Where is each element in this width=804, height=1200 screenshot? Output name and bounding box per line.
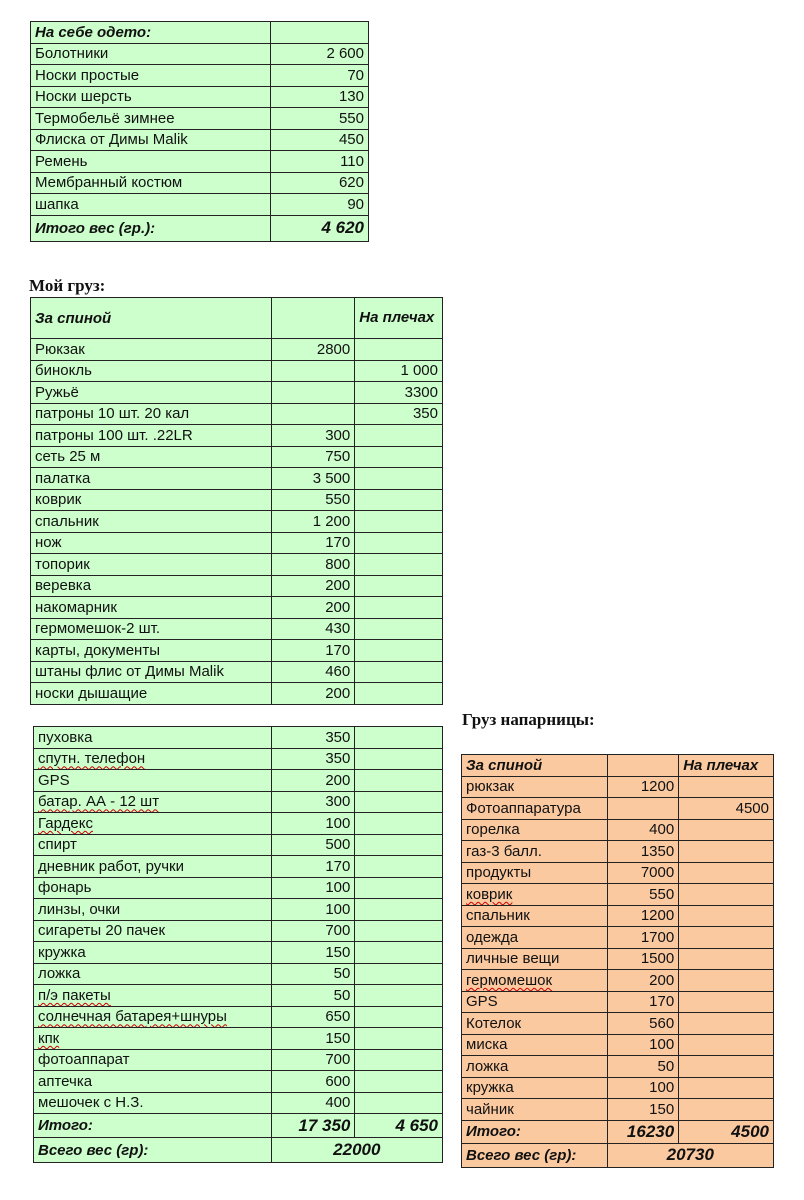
item-shoulders-weight [355, 1028, 443, 1050]
table-row [31, 489, 443, 511]
item-back-weight: 350 [271, 748, 355, 770]
item-shoulders-weight: 3300 [355, 382, 443, 404]
item-value-weight: 450 [271, 129, 369, 151]
item-shoulders-weight [355, 661, 443, 683]
item-name: личные вещи [462, 948, 608, 970]
partner-total-label: Итого: [462, 1120, 608, 1143]
table-row [462, 927, 774, 949]
table-row [34, 813, 443, 835]
total-row [31, 215, 369, 241]
total-row [462, 1120, 774, 1143]
table-row [462, 1099, 774, 1121]
table-row [34, 942, 443, 964]
table-row [31, 382, 443, 404]
item-shoulders-weight [355, 856, 443, 878]
item-shoulders-weight [679, 991, 774, 1013]
partner-load-title: Груз напарницы: [462, 710, 595, 729]
item-back-weight: 170 [271, 532, 355, 554]
item-value-weight: 550 [271, 108, 369, 130]
item-shoulders-weight [355, 727, 443, 749]
item-shoulders-weight [355, 1092, 443, 1114]
item-back-weight: 200 [271, 770, 355, 792]
table-row [31, 43, 369, 65]
item-back-weight: 700 [271, 920, 355, 942]
table-row [34, 1092, 443, 1114]
item-back-weight [271, 382, 355, 404]
item-shoulders-weight [355, 877, 443, 899]
item-name: ложка [34, 963, 272, 985]
my-load-table-part2 [33, 726, 443, 1163]
item-name: коврик [31, 489, 272, 511]
item-shoulders-weight [355, 813, 443, 835]
item-name: аптечка [34, 1071, 272, 1093]
table-row [462, 884, 774, 906]
item-back-weight: 150 [271, 1028, 355, 1050]
item-name: веревка [31, 575, 272, 597]
item-name: спальник [31, 511, 272, 533]
table-row [31, 108, 369, 130]
item-name: сигареты 20 пачек [34, 920, 272, 942]
my-load-table-part1 [30, 297, 443, 705]
item-name: гермомешок [462, 970, 608, 992]
item-shoulders-weight [679, 1099, 774, 1121]
item-back-weight: 50 [271, 985, 355, 1007]
table-row [31, 575, 443, 597]
item-shoulders-weight [355, 791, 443, 813]
worn-total-value: 4 620 [271, 215, 369, 241]
table-row [31, 532, 443, 554]
item-shoulders-weight [355, 920, 443, 942]
partner-grand-value: 20730 [607, 1143, 773, 1167]
table-row [34, 834, 443, 856]
item-shoulders-weight [355, 1049, 443, 1071]
item-name: бинокль [31, 360, 272, 382]
item-back-weight: 200 [271, 683, 355, 705]
table-row [31, 661, 443, 683]
item-back-weight [271, 360, 355, 382]
item-shoulders-weight [679, 884, 774, 906]
item-shoulders-weight [355, 942, 443, 964]
worn-items-table [30, 21, 369, 242]
item-name: фонарь [34, 877, 272, 899]
partner-load-body [462, 755, 774, 1168]
item-name: Фотоаппаратура [462, 798, 608, 820]
item-shoulders-weight [355, 575, 443, 597]
item-name: Носки простые [31, 65, 271, 87]
table-row [31, 65, 369, 87]
item-name: ложка [462, 1056, 608, 1078]
item-name: патроны 100 шт. .22LR [31, 425, 272, 447]
col-back-header: За спиной [462, 755, 608, 777]
item-name: карты, документы [31, 640, 272, 662]
item-name: пуховка [34, 727, 272, 749]
table-row [31, 618, 443, 640]
worn-header: На себе одето: [31, 22, 271, 44]
item-name: патроны 10 шт. 20 кал [31, 403, 272, 425]
table-row [31, 403, 443, 425]
table-row [34, 1049, 443, 1071]
item-back-weight: 500 [271, 834, 355, 856]
item-back-weight: 300 [271, 425, 355, 447]
table-row [462, 1034, 774, 1056]
item-value-weight: 110 [271, 151, 369, 173]
item-shoulders-weight: 1 000 [355, 360, 443, 382]
partner-total-shoulders: 4500 [679, 1120, 774, 1143]
item-shoulders-weight [679, 862, 774, 884]
table-row [31, 683, 443, 705]
item-shoulders-weight [355, 511, 443, 533]
item-back-weight: 170 [607, 991, 679, 1013]
item-back-weight: 7000 [607, 862, 679, 884]
table-row [462, 798, 774, 820]
item-name: Термобельё зимнее [31, 108, 271, 130]
item-name: спутн. телефон [34, 748, 272, 770]
table-row [31, 86, 369, 108]
item-back-weight: 800 [271, 554, 355, 576]
item-name: Болотники [31, 43, 271, 65]
item-back-weight: 550 [271, 489, 355, 511]
item-name: Флиска от Димы Malik [31, 129, 271, 151]
item-name: Рюкзак [31, 339, 272, 361]
col-shoulders-header: На плечах [679, 755, 774, 777]
item-name: гермомешок-2 шт. [31, 618, 272, 640]
item-shoulders-weight [679, 1056, 774, 1078]
item-back-weight: 100 [607, 1034, 679, 1056]
item-shoulders-weight: 4500 [679, 798, 774, 820]
item-value-weight: 90 [271, 194, 369, 216]
item-shoulders-weight [355, 597, 443, 619]
item-shoulders-weight [355, 468, 443, 490]
item-back-weight: 460 [271, 661, 355, 683]
item-name: Носки шерсть [31, 86, 271, 108]
my-load-body-part1 [31, 298, 443, 705]
table-row [34, 856, 443, 878]
item-back-weight: 600 [271, 1071, 355, 1093]
table-row [31, 511, 443, 533]
table-row [31, 597, 443, 619]
total-row [34, 1114, 443, 1138]
my-grand-value: 22000 [271, 1138, 442, 1163]
my-total-back: 17 350 [271, 1114, 355, 1138]
table-row [34, 899, 443, 921]
item-back-weight: 100 [607, 1077, 679, 1099]
partner-grand-label: Всего вес (гр): [462, 1143, 608, 1167]
item-name: солнечная батарея+шнуры [34, 1006, 272, 1028]
table-row [34, 748, 443, 770]
table-row [462, 1013, 774, 1035]
item-shoulders-weight [355, 489, 443, 511]
item-value-weight: 130 [271, 86, 369, 108]
col-shoulders-header: На плечах [355, 298, 443, 339]
table-row [34, 920, 443, 942]
item-back-weight: 3 500 [271, 468, 355, 490]
item-shoulders-weight [679, 1013, 774, 1035]
item-name: GPS [34, 770, 272, 792]
item-value-weight: 2 600 [271, 43, 369, 65]
item-name: газ-3 балл. [462, 841, 608, 863]
item-name: п/э пакеты [34, 985, 272, 1007]
table-row [462, 776, 774, 798]
item-shoulders-weight [355, 834, 443, 856]
item-shoulders-weight [355, 339, 443, 361]
table-row [31, 360, 443, 382]
item-name: спирт [34, 834, 272, 856]
my-total-shoulders: 4 650 [355, 1114, 443, 1138]
partner-total-back: 16230 [607, 1120, 679, 1143]
item-shoulders-weight [355, 1006, 443, 1028]
item-shoulders-weight [355, 748, 443, 770]
my-total-label: Итого: [34, 1114, 272, 1138]
table-row [31, 554, 443, 576]
item-shoulders-weight [679, 970, 774, 992]
item-name: чайник [462, 1099, 608, 1121]
item-name: GPS [462, 991, 608, 1013]
item-shoulders-weight [679, 927, 774, 949]
item-back-weight [271, 403, 355, 425]
table-row [34, 877, 443, 899]
item-name: носки дышащие [31, 683, 272, 705]
table-row [34, 985, 443, 1007]
my-load-body-part2 [34, 727, 443, 1163]
item-back-weight: 1350 [607, 841, 679, 863]
item-name: мешочек с Н.З. [34, 1092, 272, 1114]
table-row [31, 194, 369, 216]
item-shoulders-weight [355, 640, 443, 662]
item-name: шапка [31, 194, 271, 216]
item-back-weight: 200 [271, 575, 355, 597]
table-row [31, 446, 443, 468]
item-shoulders-weight [355, 770, 443, 792]
item-back-weight: 300 [271, 791, 355, 813]
item-back-weight: 50 [607, 1056, 679, 1078]
item-back-weight: 1500 [607, 948, 679, 970]
item-name: линзы, очки [34, 899, 272, 921]
item-back-weight: 1200 [607, 776, 679, 798]
item-shoulders-weight [355, 1071, 443, 1093]
item-back-weight: 2800 [271, 339, 355, 361]
table-header-row [462, 755, 774, 777]
table-row [462, 970, 774, 992]
item-back-weight: 1700 [607, 927, 679, 949]
item-shoulders-weight [355, 963, 443, 985]
table-row [31, 151, 369, 173]
item-shoulders-weight [679, 948, 774, 970]
item-name: сеть 25 м [31, 446, 272, 468]
item-name: фотоаппарат [34, 1049, 272, 1071]
item-name: Ремень [31, 151, 271, 173]
item-name: рюкзак [462, 776, 608, 798]
item-back-weight [607, 798, 679, 820]
item-name: спальник [462, 905, 608, 927]
total-row [462, 1143, 774, 1167]
table-row [462, 905, 774, 927]
item-shoulders-weight [679, 819, 774, 841]
item-shoulders-weight [355, 446, 443, 468]
item-back-weight: 150 [271, 942, 355, 964]
item-value-weight: 620 [271, 172, 369, 194]
table-row [31, 640, 443, 662]
item-shoulders-weight [355, 618, 443, 640]
table-row [31, 425, 443, 447]
item-name: дневник работ, ручки [34, 856, 272, 878]
item-name: коврик [462, 884, 608, 906]
item-back-weight: 100 [271, 877, 355, 899]
item-name: кпк [34, 1028, 272, 1050]
item-name: батар. АА - 12 шт [34, 791, 272, 813]
item-back-weight: 430 [271, 618, 355, 640]
item-shoulders-weight [355, 985, 443, 1007]
item-name: миска [462, 1034, 608, 1056]
item-name: одежда [462, 927, 608, 949]
item-shoulders-weight [355, 899, 443, 921]
item-name: продукты [462, 862, 608, 884]
item-back-weight: 700 [271, 1049, 355, 1071]
item-shoulders-weight [355, 683, 443, 705]
partner-load-table [461, 754, 774, 1168]
table-row [34, 770, 443, 792]
table-row [462, 991, 774, 1013]
item-name: Мембранный костюм [31, 172, 271, 194]
item-back-weight: 400 [271, 1092, 355, 1114]
item-value-weight: 70 [271, 65, 369, 87]
item-back-weight: 560 [607, 1013, 679, 1035]
item-name: нож [31, 532, 272, 554]
item-back-weight: 100 [271, 813, 355, 835]
worn-total-label: Итого вес (гр.): [31, 215, 271, 241]
item-name: горелка [462, 819, 608, 841]
item-shoulders-weight [355, 532, 443, 554]
item-back-weight: 200 [271, 597, 355, 619]
item-name: Гардекс [34, 813, 272, 835]
item-name: накомарник [31, 597, 272, 619]
item-shoulders-weight: 350 [355, 403, 443, 425]
item-shoulders-weight [679, 905, 774, 927]
item-back-weight: 1 200 [271, 511, 355, 533]
table-row [31, 129, 369, 151]
item-name: Котелок [462, 1013, 608, 1035]
worn-items-body [31, 22, 369, 242]
table-row [34, 1071, 443, 1093]
table-row [34, 1028, 443, 1050]
item-name: кружка [34, 942, 272, 964]
table-row [462, 862, 774, 884]
table-header-row [31, 298, 443, 339]
item-back-weight: 650 [271, 1006, 355, 1028]
item-name: Ружьё [31, 382, 272, 404]
table-row [34, 1006, 443, 1028]
item-back-weight: 350 [271, 727, 355, 749]
table-header-row [31, 22, 369, 44]
item-name: палатка [31, 468, 272, 490]
item-shoulders-weight [679, 1077, 774, 1099]
item-back-weight: 400 [607, 819, 679, 841]
table-row [31, 339, 443, 361]
table-row [34, 727, 443, 749]
my-grand-label: Всего вес (гр): [34, 1138, 272, 1163]
item-name: топорик [31, 554, 272, 576]
item-shoulders-weight [679, 841, 774, 863]
item-back-weight: 1200 [607, 905, 679, 927]
item-shoulders-weight [355, 425, 443, 447]
col-back-header: За спиной [31, 298, 272, 339]
my-load-title: Мой груз: [29, 276, 106, 295]
table-row [462, 841, 774, 863]
item-shoulders-weight [355, 554, 443, 576]
item-back-weight: 170 [271, 856, 355, 878]
table-row [31, 172, 369, 194]
item-shoulders-weight [679, 776, 774, 798]
table-row [462, 819, 774, 841]
item-back-weight: 200 [607, 970, 679, 992]
item-back-weight: 150 [607, 1099, 679, 1121]
item-back-weight: 100 [271, 899, 355, 921]
item-name: штаны флис от Димы Malik [31, 661, 272, 683]
table-row [34, 791, 443, 813]
item-name: кружка [462, 1077, 608, 1099]
item-shoulders-weight [679, 1034, 774, 1056]
item-back-weight: 550 [607, 884, 679, 906]
table-row [34, 963, 443, 985]
total-row [34, 1138, 443, 1163]
item-back-weight: 750 [271, 446, 355, 468]
item-back-weight: 170 [271, 640, 355, 662]
table-row [462, 1077, 774, 1099]
table-row [462, 948, 774, 970]
table-row [31, 468, 443, 490]
table-row [462, 1056, 774, 1078]
item-back-weight: 50 [271, 963, 355, 985]
